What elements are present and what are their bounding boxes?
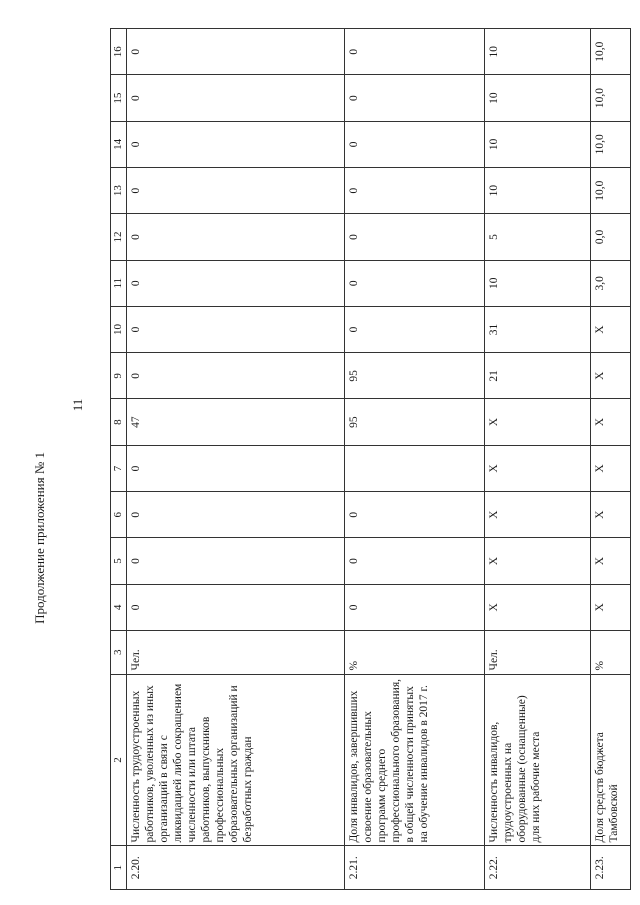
row-value: X xyxy=(591,445,631,491)
table-row xyxy=(591,29,631,890)
col-header: 12 xyxy=(111,214,127,260)
row-description: Доля инвалидов, завершивших освоение образовательных программ среднего профессионального образования, в общей численности принятых на обучение инвалидов в 2017 г. xyxy=(345,674,485,846)
col-header: 14 xyxy=(111,121,127,167)
col-header: 2 xyxy=(111,674,127,846)
row-value: 0 xyxy=(127,306,345,352)
row-unit: % xyxy=(345,630,485,674)
row-value: X xyxy=(485,399,591,445)
col-header: 1 xyxy=(111,846,127,890)
row-value: 0 xyxy=(127,492,345,538)
row-value: X xyxy=(591,538,631,584)
col-header: 6 xyxy=(111,492,127,538)
row-value: 0 xyxy=(127,121,345,167)
row-value: 0 xyxy=(127,75,345,121)
row-value: 0 xyxy=(345,168,485,214)
col-header: 10 xyxy=(111,306,127,352)
col-header: 4 xyxy=(111,584,127,630)
table-row xyxy=(127,29,345,890)
row-value: X xyxy=(591,306,631,352)
row-value: 0 xyxy=(127,260,345,306)
row-value: X xyxy=(591,353,631,399)
row-description: Доля средств бюджета Тамбовской xyxy=(591,674,631,846)
col-header: 9 xyxy=(111,353,127,399)
row-value: X xyxy=(591,399,631,445)
row-value: 0 xyxy=(345,492,485,538)
row-value: 21 xyxy=(485,353,591,399)
row-value: 10,0 xyxy=(591,75,631,121)
row-value: 0 xyxy=(127,214,345,260)
table-row xyxy=(485,29,591,890)
row-value: 0 xyxy=(127,584,345,630)
row-value: X xyxy=(591,584,631,630)
row-value: 10 xyxy=(485,168,591,214)
header-row xyxy=(111,29,127,890)
row-value: 95 xyxy=(345,353,485,399)
row-value: X xyxy=(485,538,591,584)
row-value: X xyxy=(485,492,591,538)
col-header: 5 xyxy=(111,538,127,584)
col-header: 7 xyxy=(111,445,127,491)
row-value: 10 xyxy=(485,29,591,75)
row-value: 10,0 xyxy=(591,29,631,75)
row-unit: Чел. xyxy=(485,630,591,674)
row-value: 0 xyxy=(127,353,345,399)
row-value: 0 xyxy=(127,445,345,491)
row-id: 2.23. xyxy=(591,846,631,890)
row-value: 10,0 xyxy=(591,121,631,167)
row-value: 0 xyxy=(345,538,485,584)
row-description: Численность инвалидов, трудоустроенных на оборудованные (оснащенные) для них рабочие места xyxy=(485,674,591,846)
row-value: 10 xyxy=(485,75,591,121)
col-header: 13 xyxy=(111,168,127,214)
row-value: 3,0 xyxy=(591,260,631,306)
row-id: 2.21. xyxy=(345,846,485,890)
row-value: 0 xyxy=(345,306,485,352)
row-unit: % xyxy=(591,630,631,674)
row-value: 0 xyxy=(127,168,345,214)
row-value xyxy=(345,445,485,491)
row-value: 0 xyxy=(127,538,345,584)
row-value: 0,0 xyxy=(591,214,631,260)
col-header: 15 xyxy=(111,75,127,121)
row-value: X xyxy=(485,584,591,630)
row-value: 0 xyxy=(345,121,485,167)
row-value: 0 xyxy=(345,29,485,75)
col-header: 8 xyxy=(111,399,127,445)
row-value: 10,0 xyxy=(591,168,631,214)
page-number: 11 xyxy=(70,398,85,412)
row-description: Численность трудоустроенных работников, уволенных из иных организаций в связи с ликвидацией либо сокращением численности или штата работников, выпускников профессиональных образовательных организаций и безработных граждан xyxy=(127,674,345,846)
row-value: 0 xyxy=(345,214,485,260)
row-value: 0 xyxy=(345,584,485,630)
col-header: 11 xyxy=(111,260,127,306)
col-header: 16 xyxy=(111,29,127,75)
row-value: 0 xyxy=(345,260,485,306)
row-value: 47 xyxy=(127,399,345,445)
row-unit: Чел. xyxy=(127,630,345,674)
table-row xyxy=(345,29,485,890)
row-value: 31 xyxy=(485,306,591,352)
row-value: X xyxy=(485,445,591,491)
row-value: 0 xyxy=(345,75,485,121)
rotated-table-container xyxy=(110,28,631,890)
continuation-text: Продолжение приложения № 1 xyxy=(32,452,47,624)
row-id: 2.20. xyxy=(127,846,345,890)
row-value: 10 xyxy=(485,260,591,306)
indicators-table xyxy=(110,28,631,890)
row-value: 10 xyxy=(485,121,591,167)
row-value: X xyxy=(591,492,631,538)
row-id: 2.22. xyxy=(485,846,591,890)
row-value: 5 xyxy=(485,214,591,260)
row-value: 0 xyxy=(127,29,345,75)
col-header: 3 xyxy=(111,630,127,674)
row-value: 95 xyxy=(345,399,485,445)
